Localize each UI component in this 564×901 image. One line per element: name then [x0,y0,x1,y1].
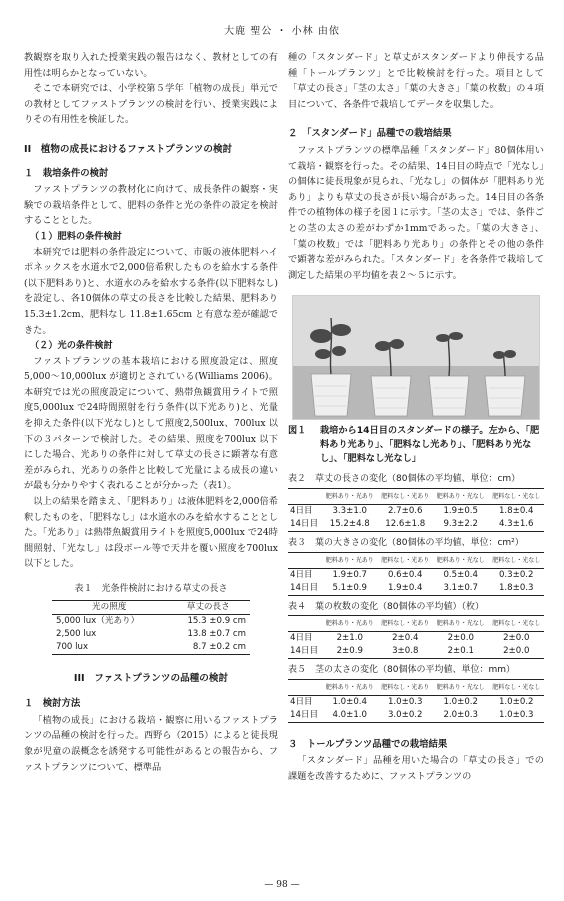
column-header: 肥料あり・光あり [322,552,378,568]
subsection-3-text: 「スタンダード」品種を用いた場合の「草丈の長さ」での課題を改善するために、ファストプランツの [288,755,544,782]
subsection-1b-text-1: ファストプランツの基本栽培における照度設定は、照度5,000～10,000lux が適切とされている(Williams 2006)。本研究では光の照度設定について、熱帯魚観賞用ライトで照度5,000lux で24時間照射を行う条件(以下光あり)と、光量を抑えた条件(以下光なし)として照度2,500lux、700lux 以下の３パターンで検討した。その結果、照度を700lux 以下にした場合、光ありの条件に対して草丈の長さに顕著な有意差がみられ、光ありの条件と比較して光量による成長の違いが最も分かりやすく表れることが分かった（表1）。 [24,355,278,492]
table-cell: 2±0.1 [433,645,489,659]
data-table [288,552,544,596]
table-cell: 13.8 ±0.7 cm [187,628,246,639]
column-header: 肥料あり・光あり [322,616,378,632]
table-row [288,645,544,659]
subsection-1-heading: １ 栽培条件の検討 [24,167,109,179]
subsection-3-1-text: 「植物の成長」における栽培・観察に用いるファストプランツの品種の検討を行った。西野ら（2015）によると徒長現象が児童の誤概念を誘発する可能性があるとの報告から、ファストプランツについて、標準品 [24,714,278,773]
table-cell: 2,500 lux [56,628,97,639]
table-cell: 4.0±1.0 [322,709,378,723]
table-cell: 15.3 ±0.9 cm [187,615,246,626]
table-1-caption: 表１ 光条件検討における草丈の長さ [74,584,228,594]
table-cell: 2±0.0 [447,633,474,644]
subsection-1-text: ファストプランツの教材化に向けて、成長条件の観察・実験での栽培条件として、肥料の条件と光の条件の設定を検討することとした。 [24,184,278,227]
table-cell: 1.8±0.3 [489,582,545,596]
table-caption: 表５ 茎の太さの変化（80個体の平均値、単位：mm） [288,665,515,676]
column-header: 肥料あり・光なし [433,679,489,695]
table-caption: 表２ 草丈の長さの変化（80個体の平均値、単位：cm） [288,474,521,485]
table-cell: 1.9±0.4 [378,582,434,596]
table-cell: 3.0±0.2 [378,709,434,723]
table-cell: 2.7±0.6 [387,505,423,516]
data-table [288,488,544,532]
subsection-1b-text-2: 以上の結果を踏まえ、「肥料あり」は液体肥料を2,000倍希釈したものを、「肥料なし」は水道水のみを給水することとした。「光あり」は熱帯魚観賞用ライトを照度5,000lux で24時間照射、「光なし」は段ボール等で天井を覆い照度を700lux 以下とした。 [24,496,278,570]
data-table [288,615,544,659]
subsection-2-heading: ２ 「スタンダード」品種での栽培結果 [288,128,452,140]
column-header: 肥料なし・光なし [489,679,545,695]
table-cell: 1.0±0.2 [443,696,479,707]
table-corner [288,488,322,504]
table-cell: 1.9±0.5 [443,505,479,516]
column-header: 肥料なし・光あり [378,679,434,695]
column-header: 肥料なし・光あり [378,552,434,568]
table-cell: 2±0.4 [392,633,419,644]
intro-paragraph-2: そこで本研究では、小学校第５学年「植物の成長」単元での教材としてファストプランツの検討を行い、授業実践によりその有用性を検証した。 [24,83,278,126]
column-header: 肥料あり・光なし [433,616,489,632]
table-cell: 2±0.0 [503,633,530,644]
table-row [288,582,544,596]
table-cell: 0.6±0.4 [387,569,423,580]
table-row [52,628,250,641]
table-cell: 1.0±0.2 [498,696,534,707]
row-label: 14日目 [288,518,322,532]
subsection-2-text: ファストプランツの標準品種「スタンダード」80個体用いて栽培・観察を行った。その結果、14日目の時点で「光なし」の個体に徒長現象が見られ、「光なし」の個体が「肥料あり光あり」よりも草丈の長さが長い場合があった。14日目の各条件での植物体の様子を図１に示す。「茎の太さ」では、条件ごとの茎の太さの差がわずか1mmであった。「葉の大きさ」、「葉の枚数」では「肥料あり光あり」の条件とその他の条件で顕著な差がみられた。「スタンダード」を各条件で栽培して測定した結果の平均値を表２～５に示す。 [288,144,544,281]
table-cell: 1.0±0.4 [332,696,368,707]
table-1-header-height: 草丈の長さ [166,600,250,614]
column-header: 肥料あり・光なし [433,552,489,568]
figure-1-caption-text: 栽培から14日目のスタンダードの様子。左から、「肥料あり光あり」、「肥料なし光あり」、「肥料あり光なし」、「肥料なし光なし」 [320,425,540,465]
intro-paragraph-1: 教観察を取り入れた授業実践の報告はなく、教材としての有用性は明らかとなっていない。 [24,52,278,79]
figure-1-caption [288,424,544,466]
table-cell: 2±0.9 [322,645,378,659]
row-label: 4日目 [290,505,313,516]
column-header: 肥料あり・光あり [322,488,378,504]
table-cell: 5,000 lux（光あり） [56,615,140,626]
table-caption: 表４ 葉の枚数の変化（80個体の平均値）（枚） [288,601,484,612]
plant-photo [292,295,540,420]
column-header: 肥料あり・光なし [433,488,489,504]
column-header: 肥料なし・光あり [378,488,434,504]
table-row [288,518,544,532]
table-cell: 0.3±0.2 [498,569,534,580]
section-2-heading: II 植物の成長におけるファストプランツの検討 [24,143,233,155]
table-cell: 8.7 ±0.2 cm [166,641,250,655]
table-1-header-illuminance: 光の照度 [52,600,166,614]
right-column [288,50,544,784]
column-header: 肥料なし・光あり [378,616,434,632]
subsection-1a-heading: （１）肥料の条件検討 [30,230,122,242]
table-cell: 12.6±1.8 [378,518,434,532]
right-intro-paragraph: 種の「スタンダード」と草丈がスタンダードより伸長する品種「トールプランツ」とで比較検討を行った。項目として「草丈の長さ」「茎の太さ」「葉の大きさ」「葉の枚数」の４項目について、各条件で栽培してデータを収集した。 [288,52,544,110]
table-cell: 2.0±0.3 [433,709,489,723]
table-caption: 表３ 葉の大きさの変化（80個体の平均値、単位：cm²） [288,537,524,548]
row-label: 14日目 [288,582,322,596]
plant-photo-illustration [293,296,540,420]
subsection-3-heading: ３ トールプランツ品種での栽培結果 [288,738,448,750]
table-1 [52,600,250,655]
table-cell: 1.0±0.3 [387,696,423,707]
section-3-heading: III ファストプランツの品種の検討 [73,672,229,684]
left-column [24,50,278,775]
table-cell: 1.8±0.4 [498,505,534,516]
table-cell: 4.3±1.6 [489,518,545,532]
figure-1-label: 図１ [288,425,307,437]
table-cell: 9.3±2.2 [433,518,489,532]
table-row [288,695,544,709]
table-cell: 2±1.0 [336,633,363,644]
column-header: 肥料あり・光あり [322,679,378,695]
table-cell: 2±0.0 [489,645,545,659]
row-label: 4日目 [290,633,313,644]
table-row [288,568,544,582]
table-row [288,504,544,518]
column-header: 肥料なし・光なし [489,616,545,632]
table-corner [288,616,322,632]
table-cell: 1.0±0.3 [489,709,545,723]
table-cell: 3±0.8 [378,645,434,659]
table-row [288,632,544,646]
column-header: 肥料なし・光なし [489,488,545,504]
page-number: — 98 — [264,880,300,890]
row-label: 4日目 [290,569,313,580]
table-row [52,614,250,628]
row-label: 4日目 [290,696,313,707]
row-label: 14日目 [288,709,322,723]
running-header: 大鹿 聖公 ・ 小林 由依 [224,26,340,37]
table-row [52,641,250,655]
table-corner [288,552,322,568]
table-cell: 5.1±0.9 [322,582,378,596]
table-cell: 3.3±1.0 [332,505,368,516]
table-cell: 1.9±0.7 [332,569,368,580]
table-corner [288,679,322,695]
subsection-1b-heading: （２）光の条件検討 [30,340,113,352]
subsection-1a-text: 本研究では肥料の条件設定について、市販の液体肥料ハイポネックスを水道水で2,000倍希釈したものを給水する条件(以下肥料あり)と、水道水のみを給水する条件(以下肥料なし)を設定し、各10個体の草丈の長さを比較した結果、肥料あり 15.3±1.2cm、肥料なし 11.8±1.65cm と有意な差が確認できた。 [24,246,278,336]
subsection-3-1-heading: １ 検討方法 [24,698,81,710]
row-label: 14日目 [288,645,322,659]
table-row [288,709,544,723]
data-table [288,679,544,723]
table-cell: 0.5±0.4 [443,569,479,580]
table-cell: 3.1±0.7 [433,582,489,596]
table-cell: 15.2±4.8 [322,518,378,532]
table-cell: 700 lux [52,641,166,655]
column-header: 肥料なし・光なし [489,552,545,568]
data-tables [288,472,544,722]
